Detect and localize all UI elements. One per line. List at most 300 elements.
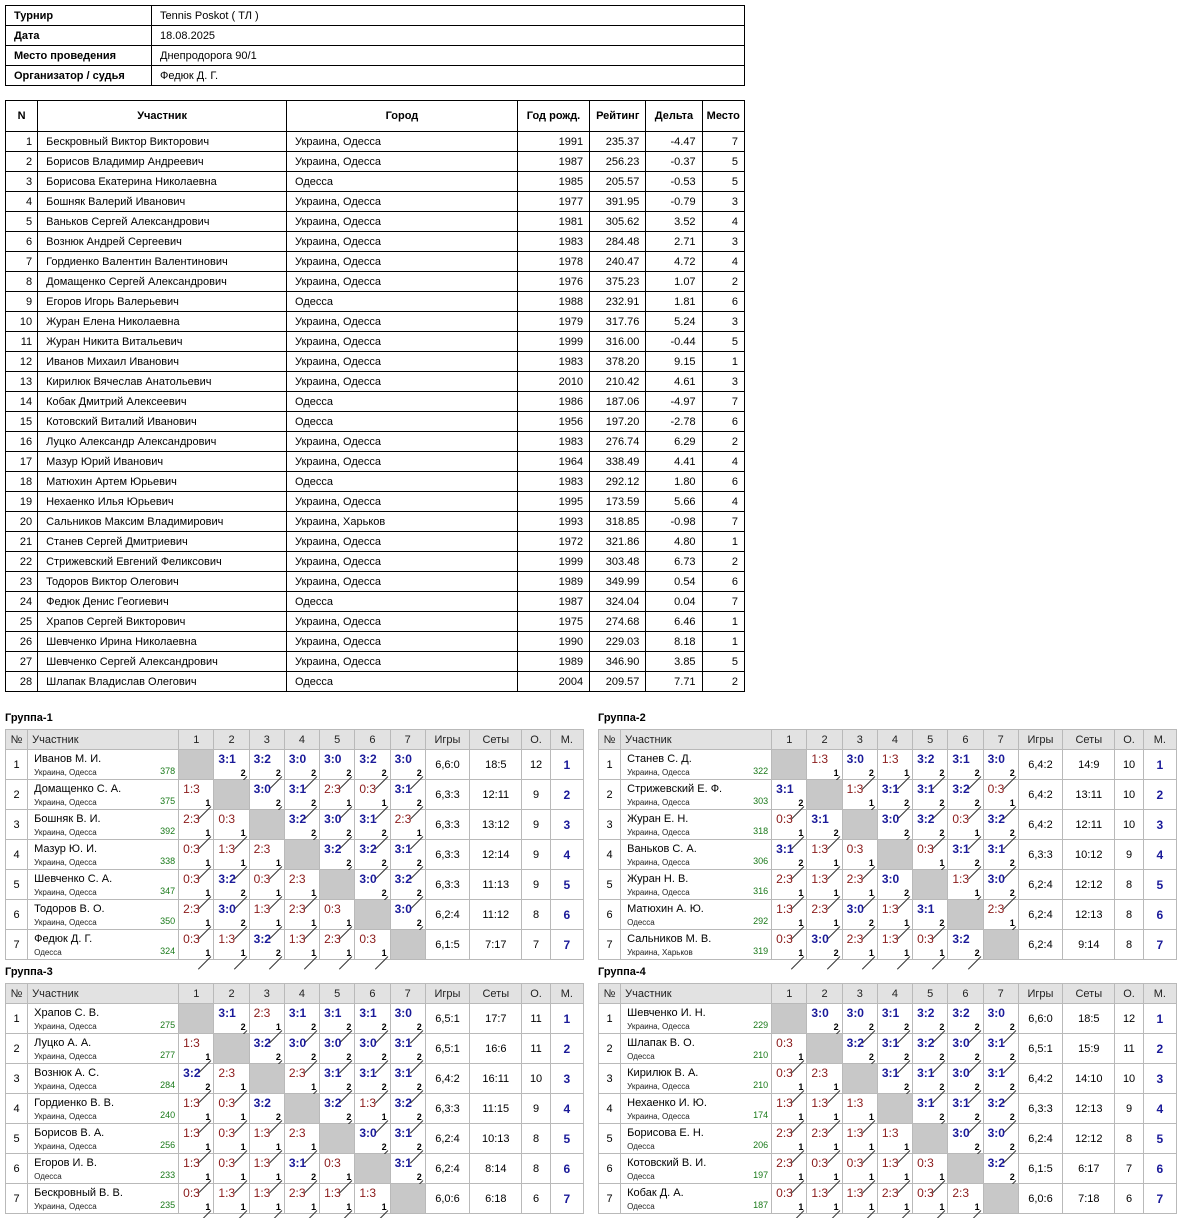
match-points: 2 [346,1112,352,1122]
match-result-cell [284,750,319,780]
group-row-number: 1 [6,750,28,780]
participant-cell: -4.47 [646,132,702,152]
match-score: 3:1 [776,782,794,796]
participant-cell: Украина, Одесса [287,432,518,452]
points-cell: 9 [1115,840,1143,870]
match-result-cell [772,840,807,870]
match-points: 1 [240,1172,246,1182]
participant-cell: 1983 [517,432,589,452]
match-result-cell [355,1004,390,1034]
sets-cell: 14:10 [1063,1064,1115,1094]
group-header: 5 [913,984,948,1004]
match-points: 2 [346,1052,352,1062]
player-rating: 347 [160,886,176,896]
match-result-cell [214,1064,249,1094]
games-cell: 6,4:2 [1018,750,1062,780]
match-points: 1 [904,1172,910,1182]
match-points: 1 [205,1202,211,1212]
group-header: 7 [390,730,425,750]
match-score: 3:0 [359,1036,377,1050]
match-points: 2 [381,1052,387,1062]
participant-cell: Украина, Одесса [287,632,518,652]
group-row-number: 4 [6,840,28,870]
points-cell: 11 [522,1004,550,1034]
match-score: 2:3 [324,782,341,796]
player-rating: 350 [160,916,176,926]
games-cell: 6,2:4 [1018,930,1062,960]
match-result-cell [249,840,284,870]
match-score: 3:2 [324,842,342,856]
match-points: 2 [974,1022,980,1032]
player-rating: 229 [753,1020,769,1030]
match-score: 1:3 [846,1186,864,1200]
match-result-cell [249,900,284,930]
match-score: 2:3 [881,1186,899,1200]
group-row [6,1154,584,1184]
sets-cell: 10:13 [470,1124,522,1154]
participant-cell: 240.47 [590,252,646,272]
match-result-cell [807,1064,842,1094]
participant-cell: 7 [702,512,744,532]
match-score: 3:1 [324,1006,342,1020]
player-city: Украина, Одесса [34,768,97,777]
participant-cell: 232.91 [590,292,646,312]
match-result-cell [983,780,1018,810]
player-city: Украина, Одесса [627,888,690,897]
match-score: 3:1 [218,1006,236,1020]
match-result-cell [214,780,249,810]
place-cell: 7 [1143,930,1176,960]
place-cell: 3 [1143,1064,1176,1094]
match-score: 3:1 [952,1096,970,1110]
match-result-cell [807,870,842,900]
player-rating: 275 [160,1020,176,1030]
points-cell: 6 [1115,1184,1143,1214]
participant-cell: 13 [6,372,38,392]
group-row-number: 1 [6,1004,28,1034]
match-points: 1 [275,1022,281,1032]
games-cell: 6,1:5 [425,930,469,960]
match-points: 1 [240,1142,246,1152]
match-points: 1 [868,1172,874,1182]
match-score: 3:0 [987,1126,1005,1140]
match-result-cell [355,870,390,900]
player-city: Украина, Одесса [34,798,97,807]
games-cell: 6,2:4 [425,1124,469,1154]
match-score: 3:1 [776,842,794,856]
match-score: 0:3 [952,812,970,826]
sets-cell: 12:11 [1063,810,1115,840]
match-score: 3:2 [359,752,377,766]
group-header: 5 [320,984,355,1004]
info-label: Дата [6,26,152,46]
player-cell [621,1004,772,1034]
participant-cell: Одесса [287,472,518,492]
participant-cell: 20 [6,512,38,532]
match-score: 1:3 [253,1126,271,1140]
match-score: 2:3 [218,1066,236,1080]
group-row [599,780,1177,810]
match-score: 1:3 [359,1186,377,1200]
participant-cell: 1983 [517,472,589,492]
group-table [5,729,584,960]
group-row-number: 3 [6,1064,28,1094]
match-result-cell [249,1004,284,1034]
participant-cell: 1995 [517,492,589,512]
match-score: 2:3 [288,902,306,916]
info-row [6,6,745,26]
match-result-cell [807,750,842,780]
group-row-number: 2 [6,1034,28,1064]
player-name: Федюк Д. Г. [34,933,93,945]
player-cell [28,900,179,930]
match-points: 2 [833,828,839,838]
match-points: 2 [240,768,246,778]
points-cell: 11 [1115,1034,1143,1064]
participant-cell: 346.90 [590,652,646,672]
player-rating: 240 [160,1110,176,1120]
participant-cell: 2 [702,672,744,692]
match-points: 2 [974,798,980,808]
player-cell [28,810,179,840]
match-score: 1:3 [846,782,864,796]
group-header: М. [1143,984,1176,1004]
player-cell [28,840,179,870]
match-score: 3:1 [881,1066,900,1080]
participant-cell: 318.85 [590,512,646,532]
player-city: Украина, Одесса [627,798,690,807]
match-points: 1 [416,828,422,838]
match-points: 2 [833,948,839,958]
match-score: 2:3 [183,812,200,826]
match-points: 1 [798,1082,804,1092]
slash-divider [827,956,840,969]
match-points: 1 [974,828,980,838]
match-result-cell [983,930,1018,960]
match-result-cell [355,1034,390,1064]
slash-divider [304,956,317,969]
match-result-cell [772,1154,807,1184]
player-cell [621,900,772,930]
match-result-cell [807,1094,842,1124]
match-score: 3:1 [394,1156,412,1170]
participant-cell: 4.61 [646,372,702,392]
match-points: 2 [798,798,804,808]
player-name: Нехаенко И. Ю. [627,1097,707,1109]
match-result-cell [179,1094,214,1124]
match-result-cell [284,930,319,960]
participant-cell: 11 [6,332,38,352]
player-rating: 378 [160,766,176,776]
match-score: 1:3 [846,1126,864,1140]
match-score: 1:3 [811,752,829,766]
participant-cell: 1999 [517,552,589,572]
match-score: 3:1 [917,1096,935,1110]
match-points: 2 [904,1052,910,1062]
participants-header: N [6,101,38,132]
match-result-cell [877,810,912,840]
match-result-cell [842,750,877,780]
match-points: 2 [416,858,422,868]
participant-cell: 1.80 [646,472,702,492]
match-result-cell [320,780,355,810]
match-result-cell [842,930,877,960]
player-rating: 319 [753,946,769,956]
player-cell [621,930,772,960]
match-score: 3:1 [288,1156,307,1170]
group-header: 1 [772,730,807,750]
match-result-cell [877,1154,912,1184]
match-points: 1 [939,1172,945,1182]
group-row-number: 4 [599,1094,621,1124]
participant-cell: 2.71 [646,232,702,252]
match-score: 3:0 [881,812,900,826]
sets-cell: 14:9 [1063,750,1115,780]
participant-cell: 6.46 [646,612,702,632]
player-rating: 303 [753,796,769,806]
match-score: 1:3 [811,872,829,886]
participant-cell: Луцко Александр Александрович [38,432,287,452]
participant-cell: 3 [702,192,744,212]
match-score: 3:0 [288,1036,307,1050]
match-score: 3:2 [952,782,970,796]
match-score: 0:3 [359,782,377,796]
match-result-cell [983,1064,1018,1094]
place-cell: 6 [1143,1154,1176,1184]
match-result-cell [877,930,912,960]
match-points: 2 [240,888,246,898]
match-score: 3:1 [987,1036,1005,1050]
match-result-cell [913,780,948,810]
group-header: 2 [807,984,842,1004]
participant-cell: Украина, Одесса [287,272,518,292]
participant-row [6,312,745,332]
match-points: 2 [381,768,387,778]
participant-cell: 349.99 [590,572,646,592]
place-cell: 5 [550,870,583,900]
info-row [6,26,745,46]
match-score: 1:3 [811,1186,829,1200]
match-score: 3:0 [359,1126,377,1140]
player-name: Котовский В. И. [627,1157,707,1169]
player-name: Егоров И. В. [34,1157,97,1169]
points-cell: 7 [522,930,550,960]
participant-cell: 7 [702,132,744,152]
player-rating: 284 [160,1080,176,1090]
group-row [599,1154,1177,1184]
match-result-cell [390,1124,425,1154]
participant-cell: 5 [6,212,38,232]
slash-divider [269,956,282,969]
participant-row [6,192,745,212]
player-cell [28,750,179,780]
group-row-number: 6 [6,1154,28,1184]
group-header: 6 [355,730,390,750]
match-points: 1 [798,1142,804,1152]
player-rating: 197 [753,1170,769,1180]
player-rating: 392 [160,826,176,836]
match-points: 1 [205,948,211,958]
match-result-cell [842,1124,877,1154]
match-result-cell [913,1124,948,1154]
match-score: 2:3 [846,932,864,946]
participants-header: Город [287,101,518,132]
participant-cell: Тодоров Виктор Олегович [38,572,287,592]
info-row [6,66,745,86]
participant-cell: 5 [702,152,744,172]
group-header: Игры [425,730,469,750]
match-points: 2 [939,1052,945,1062]
match-result-cell [390,780,425,810]
points-cell: 9 [522,870,550,900]
match-result-cell [948,1124,983,1154]
sets-cell: 12:13 [1063,900,1115,930]
match-points: 2 [939,1082,945,1092]
match-score: 2:3 [811,1066,829,1080]
participant-cell: 2 [702,272,744,292]
participant-cell: Украина, Одесса [287,452,518,472]
match-score: 0:3 [218,1156,236,1170]
group-table [598,983,1177,1214]
participant-cell: 14 [6,392,38,412]
participant-cell: 2 [702,432,744,452]
match-score: 2:3 [811,1126,829,1140]
match-score: 2:3 [324,932,341,946]
place-cell: 3 [550,810,583,840]
match-points: 1 [311,948,317,958]
match-points: 2 [416,888,422,898]
match-score: 0:3 [183,872,200,886]
match-points: 1 [868,1112,874,1122]
match-result-cell [355,840,390,870]
games-cell: 6,6:0 [1018,1004,1062,1034]
group-row [6,810,584,840]
group-header: 2 [807,730,842,750]
group-title: Группа-1 [5,712,53,724]
match-score: 3:2 [917,1036,935,1050]
player-cell [621,1124,772,1154]
match-points: 1 [939,858,945,868]
match-score: 1:3 [183,1126,200,1140]
points-cell: 10 [522,1064,550,1094]
match-points: 1 [240,828,246,838]
participant-cell: Шевченко Сергей Александрович [38,652,287,672]
participant-cell: 1990 [517,632,589,652]
match-score: 0:3 [183,1186,200,1200]
match-score: 2:3 [253,842,271,856]
participant-cell: 1978 [517,252,589,272]
participant-cell: 1985 [517,172,589,192]
match-points: 2 [275,798,281,808]
match-points: 2 [311,1052,317,1062]
games-cell: 6,5:1 [1018,1034,1062,1064]
sets-cell: 12:11 [470,780,522,810]
match-result-cell [877,750,912,780]
match-points: 2 [416,1052,422,1062]
match-points: 1 [833,858,839,868]
match-points: 1 [798,1172,804,1182]
participant-cell: 197.20 [590,412,646,432]
match-score: 3:1 [881,1006,900,1020]
match-result-cell [807,1004,842,1034]
match-result-cell [284,780,319,810]
participant-row [6,492,745,512]
match-points: 2 [416,1172,422,1182]
match-result-cell [948,1184,983,1214]
match-result-cell [948,900,983,930]
match-score: 3:0 [324,752,342,766]
player-name: Ваньков С. А. [627,843,697,855]
participant-cell: Одесса [287,412,518,432]
participant-cell: 5 [702,652,744,672]
match-points: 2 [381,828,387,838]
match-result-cell [284,810,319,840]
participant-cell: 317.76 [590,312,646,332]
player-name: Кобак Д. А. [627,1187,684,1199]
participant-cell: 375.23 [590,272,646,292]
match-points: 1 [939,948,945,958]
player-cell [28,1124,179,1154]
sets-cell: 7:18 [1063,1184,1115,1214]
match-points: 1 [240,1202,246,1212]
group-header: 2 [214,984,249,1004]
group-title: Группа-4 [598,966,646,978]
group-row-number: 1 [599,750,621,780]
participant-cell: Нехаенко Илья Юрьевич [38,492,287,512]
group-header: М. [550,730,583,750]
participant-cell: 5.24 [646,312,702,332]
sets-cell: 6:18 [470,1184,522,1214]
match-result-cell [913,1184,948,1214]
participant-cell: 21 [6,532,38,552]
games-cell: 6,1:5 [1018,1154,1062,1184]
participant-cell: 6 [702,572,744,592]
match-points: 2 [939,798,945,808]
participant-cell: 316.00 [590,332,646,352]
participant-row [6,532,745,552]
info-value: Tennis Poskot ( ТЛ ) [152,6,745,26]
match-result-cell [320,900,355,930]
match-result-cell [390,900,425,930]
info-label: Место проведения [6,46,152,66]
sets-cell: 11:12 [470,900,522,930]
match-score: 3:0 [324,1036,342,1050]
match-result-cell [390,810,425,840]
player-name: Шевченко С. А. [34,873,113,885]
match-result-cell [807,1034,842,1064]
match-points: 2 [1009,1112,1015,1122]
match-score: 3:0 [952,1066,970,1080]
match-score: 3:2 [359,842,377,856]
match-points: 1 [381,948,387,958]
group-row [6,1184,584,1214]
match-score: 0:3 [253,872,271,886]
match-points: 1 [1009,798,1015,808]
match-score: 2:3 [776,1156,793,1170]
participant-cell: 18 [6,472,38,492]
match-points: 1 [868,1202,874,1212]
participant-row [6,292,745,312]
match-result-cell [320,750,355,780]
match-result-cell [179,1004,214,1034]
place-cell: 5 [1143,870,1176,900]
slash-divider [967,956,980,969]
slash-divider [339,956,352,969]
match-result-cell [179,1184,214,1214]
match-points: 1 [381,1112,387,1122]
group-header: 6 [948,730,983,750]
match-score: 3:0 [288,752,307,766]
